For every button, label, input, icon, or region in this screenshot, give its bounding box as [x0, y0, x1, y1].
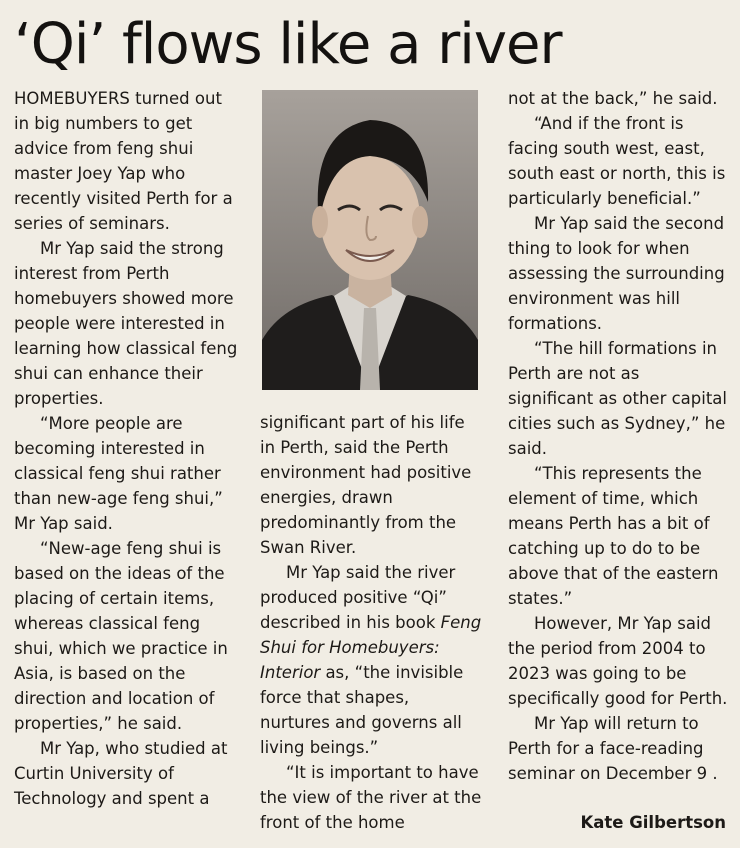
paragraph: “This represents the element of time, which means Perth has a bit of catching up to do to be above that of the eastern states.” — [508, 464, 719, 608]
paragraph: However, Mr Yap said the period from 2004 to 2023 was going to be specifically good for Perth. — [508, 614, 728, 708]
portrait-photo-icon — [262, 90, 478, 390]
paragraph-text: as, “the invisible force that shapes, nurtures and governs all living beings.” — [260, 663, 464, 757]
paragraph: “And if the front is facing south west, east, south east or north, this is particularly beneficial.” — [508, 114, 726, 208]
paragraph: Mr Yap, who studied at Curtin University of Technology and spent a — [14, 739, 228, 808]
paragraph: “The hill formations in Perth are not as significant as other capital cities such as Sydney,” he said. — [508, 339, 728, 458]
article-column-1 — [14, 86, 242, 811]
article-column-3 — [508, 86, 728, 786]
paragraph: “New-age feng shui is based on the ideas of the placing of certain items, whereas classical feng shui, which we practice in Asia, is based on the direction and location of properties,” he said. — [14, 539, 228, 733]
paragraph: “More people are becoming interested in classical feng shui rather than new-age feng shui,” Mr Yap said. — [14, 414, 223, 533]
article-column-2 — [260, 410, 484, 835]
portrait-photo-illustration — [262, 90, 478, 390]
book-title: Feng Shui for Homebuyers: Interior — [260, 613, 482, 682]
paragraph: HOMEBUYERS turned out in big numbers to get advice from feng shui master Joey Yap who recently visited Perth for a series of seminars. — [14, 89, 233, 233]
byline: Kate Gilbertson — [580, 813, 726, 832]
paragraph: “It is important to have the view of the river at the front of the home — [260, 763, 482, 832]
paragraph: Mr Yap will return to Perth for a face-reading seminar on December 9 . — [508, 714, 718, 783]
paragraph-book-reference — [260, 560, 484, 760]
paragraph-text: Mr Yap said the river produced positive “Qi” described in his book — [260, 563, 456, 632]
paragraph: Mr Yap said the strong interest from Perth homebuyers showed more people were interested in learning how classical feng shui can enhance their properties. — [14, 239, 238, 408]
paragraph: Mr Yap said the second thing to look for when assessing the surrounding environment was hill formations. — [508, 214, 725, 333]
paragraph: significant part of his life in Perth, said the Perth environment had positive energies, drawn predominantly from the Swan River. — [260, 413, 472, 557]
headline: ‘Qi’ flows like a river — [14, 12, 562, 77]
paragraph: not at the back,” he said. — [508, 89, 718, 108]
